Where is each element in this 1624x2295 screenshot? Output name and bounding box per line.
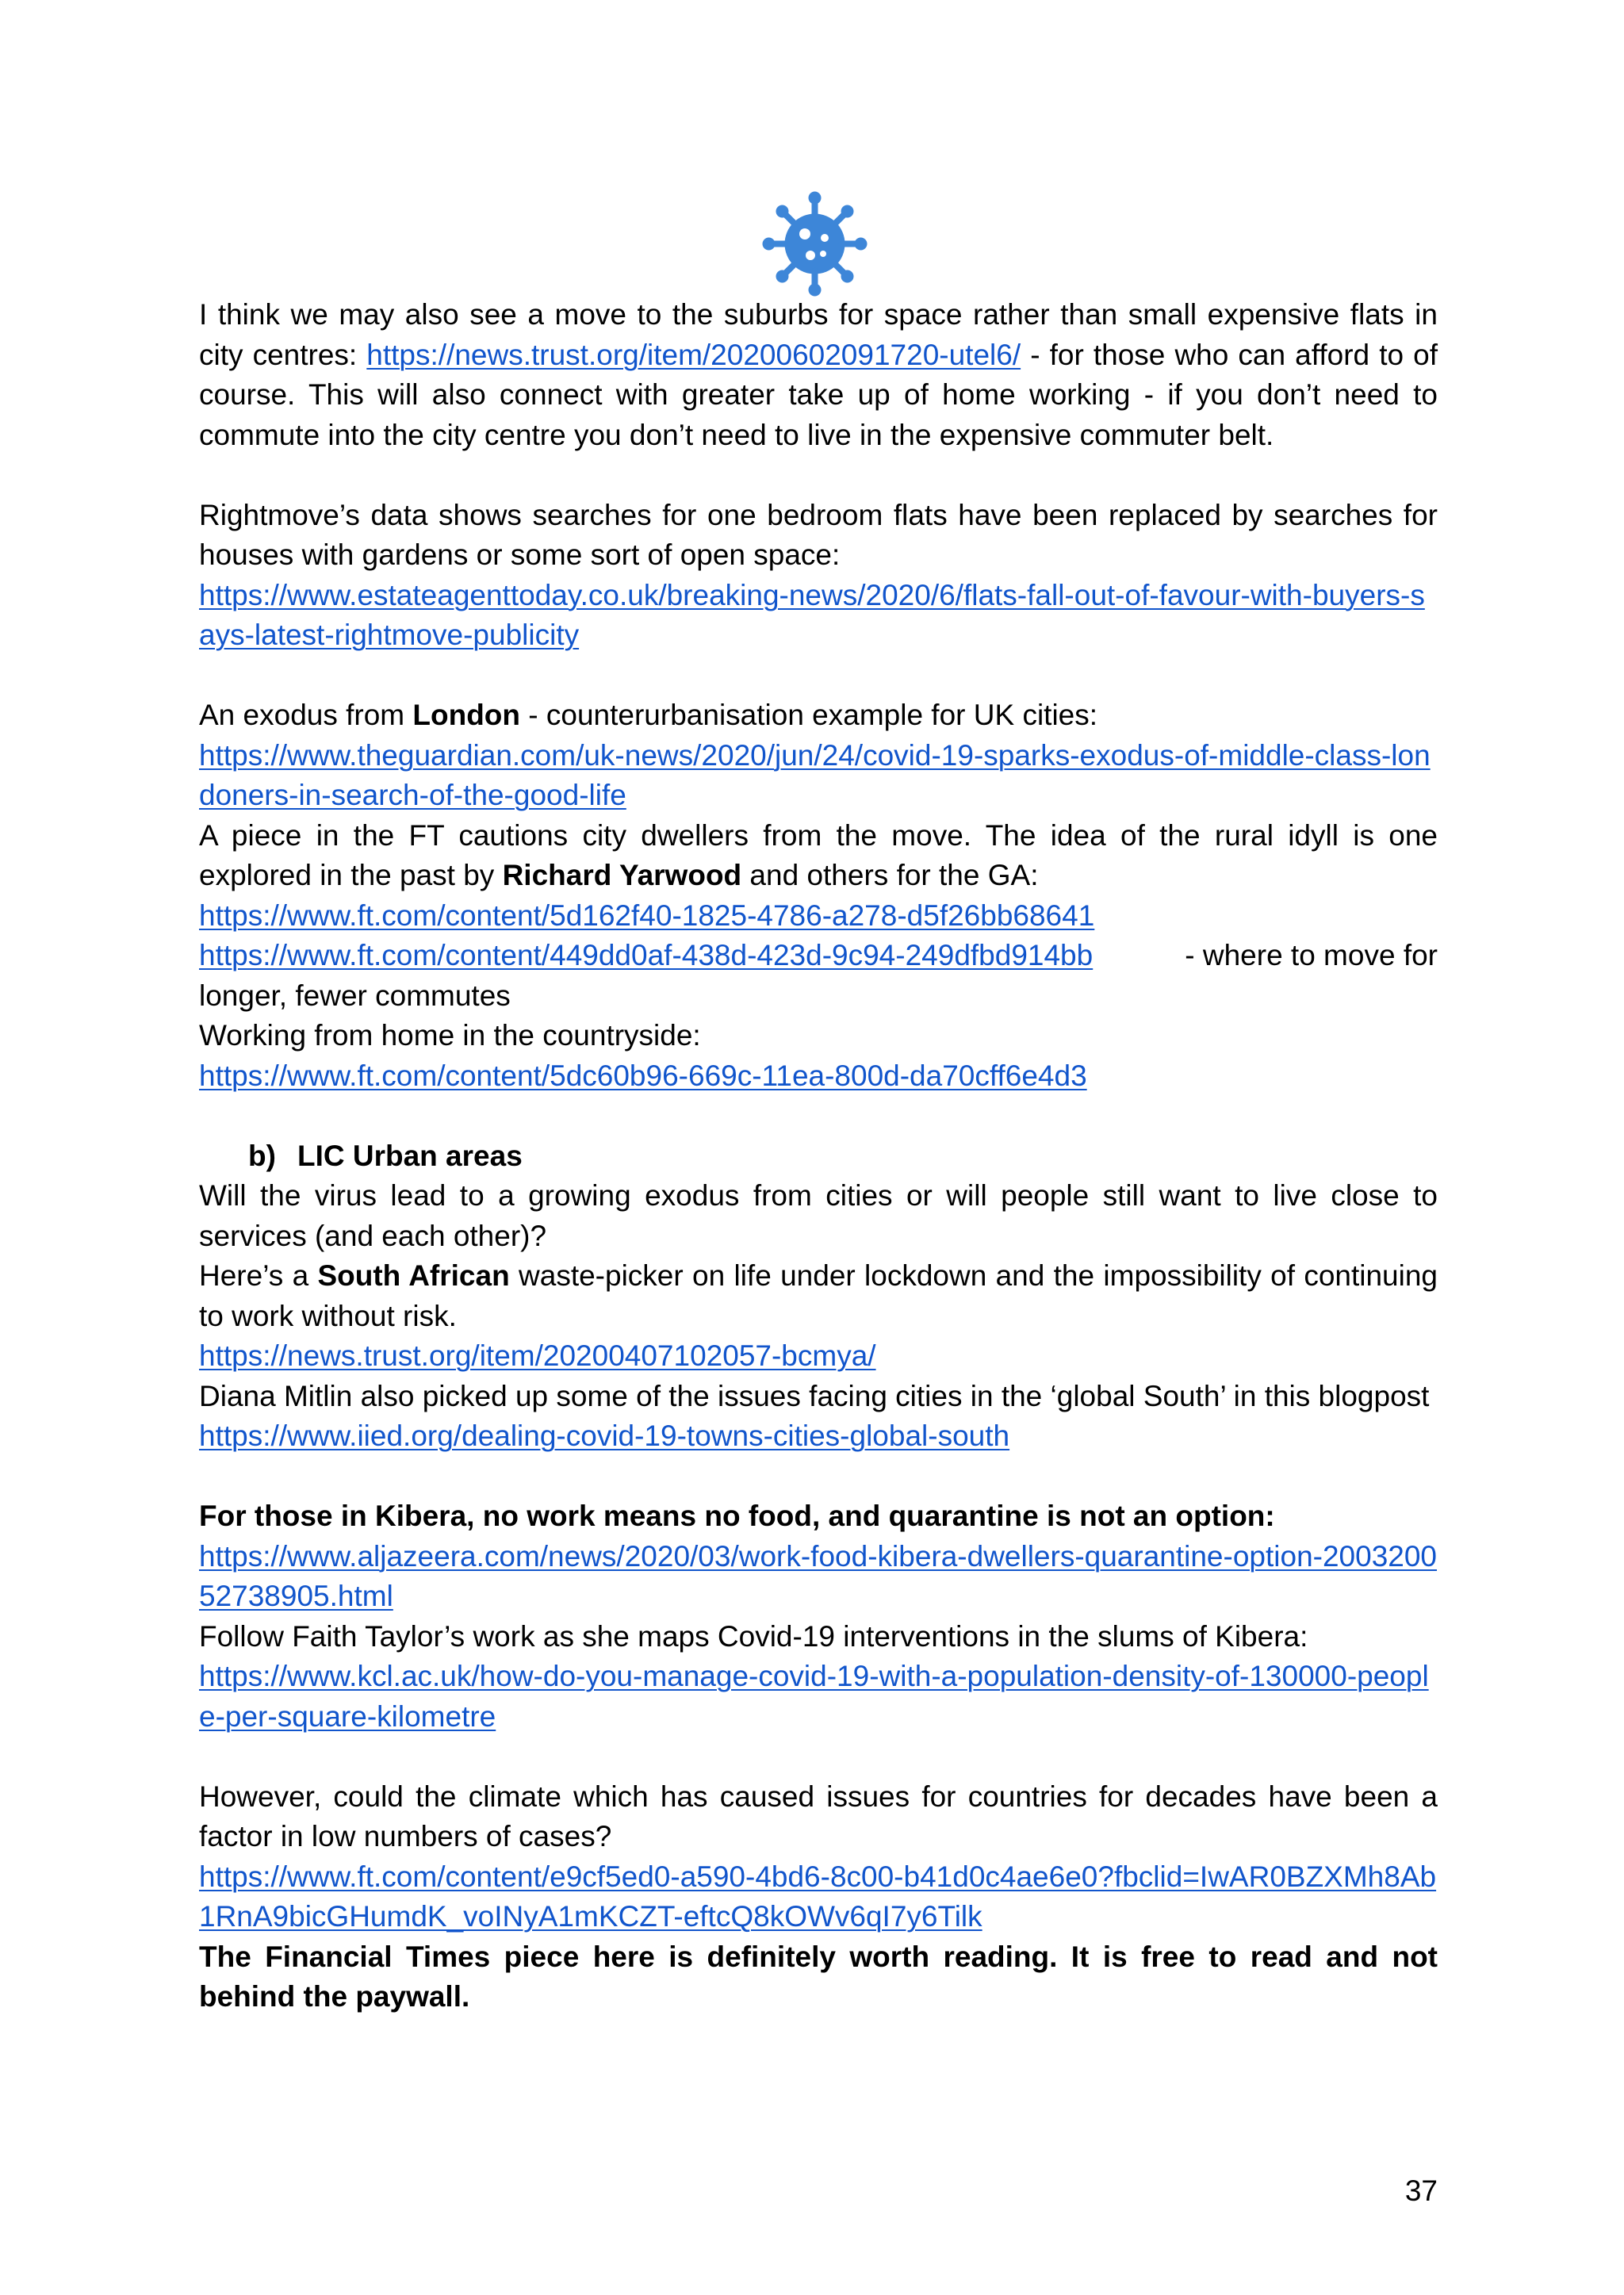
link-aljazeera[interactable]: https://www.aljazeera.com/news/2020/03/work-food-kibera-dwellers-quarantine-option-200320052738905.html [199,1539,1438,1612]
heading-text: LIC Urban areas [297,1139,523,1172]
paragraph-text: A piece in the FT cautions city dwellers from the move. The idea of the rural idyll is one explored in the past by [199,818,1438,891]
paragraph-text: Rightmove’s data shows searches for one bedroom flats have been replaced by searches for houses with gardens or some sort of open space: [199,498,1438,571]
section-heading-lic [199,1136,1438,1177]
link-line [199,896,1438,937]
bold-richard-yarwood: Richard Yarwood [502,859,742,891]
paragraph-text-line: Working from home in the countryside: [199,1019,701,1052]
bold-kibera-heading: For those in Kibera, no work means no food, and quarantine is not an option: [199,1500,1275,1532]
spacer [199,1737,1438,1777]
paragraph-text: However, could the climate which has caused issues for countries for decades have been a factor in low numbers of cases? [199,1780,1438,1852]
link-line [199,936,1438,976]
spacer [199,1096,1438,1136]
link-news-trust-suburbs[interactable]: https://news.trust.org/item/20200602091720-utel6/ [366,338,1021,371]
link-ft-1[interactable]: https://www.ft.com/content/5d162f40-1825-4786-a278-d5f26bb68641 [199,898,1095,932]
paragraph-text: Diana Mitlin also picked up some of the issues facing cities in the ‘global South’ in this blogpost [199,1379,1430,1412]
link-line [199,1056,1438,1097]
paragraph-text: - for those who can afford to of course. This will also connect with greater take up of home working - if you don’t need to commute into the city centre you don’t need to live in the expensive commuter belt. [199,338,1438,451]
paragraph-suburbs [199,295,1438,455]
paragraph-south-africa [199,1256,1438,1377]
spacer [199,1457,1438,1497]
paragraph-text: - where to move for [1185,939,1438,971]
bold-ft-note: The Financial Times piece here is definitely worth reading. It is free to read and not behind the paywall. [199,1940,1438,2013]
paragraph-text: and others for the GA: [741,859,1039,891]
paragraph-kibera [199,1496,1438,1737]
spacer [199,455,1438,496]
paragraph-text: Here’s a [199,1259,318,1292]
link-estateagenttoday[interactable]: https://www.estateagenttoday.co.uk/breaking-news/2020/6/flats-fall-out-of-favour-with-buyers-says-latest-rightmove-publicity [199,578,1425,651]
page-content [199,295,1438,2017]
coronavirus-icon [761,190,868,297]
paragraph-text-line: longer, fewer commutes [199,979,511,1012]
link-guardian-exodus[interactable]: https://www.theguardian.com/uk-news/2020/jun/24/covid-19-sparks-exodus-of-middle-class-londoners-in-search-of-the-good-life [199,738,1431,811]
link-news-trust-waste-picker[interactable]: https://news.trust.org/item/20200407102057-bcmya/ [199,1339,876,1372]
bold-london: London [412,699,521,731]
paragraph-text: Follow Faith Taylor’s work as she maps Covid-19 interventions in the slums of Kibera: [199,1619,1308,1653]
paragraph-text: waste-picker on life under lockdown and the impossibility of continuing to work without risk. [199,1259,1438,1332]
paragraph-virus-exodus: Will the virus lead to a growing exodus from cities or will people still want to live close to services (and each other)? [199,1179,1438,1252]
list-marker: b) [248,1139,276,1172]
page-number: 37 [1404,2174,1438,2207]
link-ft-climate[interactable]: https://www.ft.com/content/e9cf5ed0-a590-4bd6-8c00-b41d0c4ae6e0?fbclid=IwAR0BZXMh8Ab1RnA9bicGHumdK_voINyA1mKCZT-eftcQ8kOWv6qI7y6Tilk [199,1860,1437,1933]
paragraph-rightmove [199,496,1438,656]
spacer [199,656,1438,696]
paragraph-london-exodus [199,695,1438,816]
paragraph-mitlin [199,1377,1438,1457]
link-kcl[interactable]: https://www.kcl.ac.uk/how-do-you-manage-covid-19-with-a-population-density-of-130000-people-per-square-kilometre [199,1660,1429,1733]
bold-south-african: South African [317,1259,510,1292]
link-ft-2[interactable]: https://www.ft.com/content/449dd0af-438d-423d-9c94-249dfbd914bb [199,939,1094,971]
link-iied[interactable]: https://www.iied.org/dealing-covid-19-towns-cities-global-south [199,1420,1010,1452]
paragraph-text: - counterurbanisation example for UK cities: [520,699,1098,731]
paragraph-text: An exodus from [199,699,413,731]
paragraph-climate [199,1777,1438,2017]
paragraph-text: I think we may also see a move to the suburbs for space rather than small expensive flats in city centres: [199,298,1438,371]
link-ft-3[interactable]: https://www.ft.com/content/5dc60b96-669c-11ea-800d-da70cff6e4d3 [199,1059,1087,1092]
paragraph-ft-caution [199,816,1438,896]
